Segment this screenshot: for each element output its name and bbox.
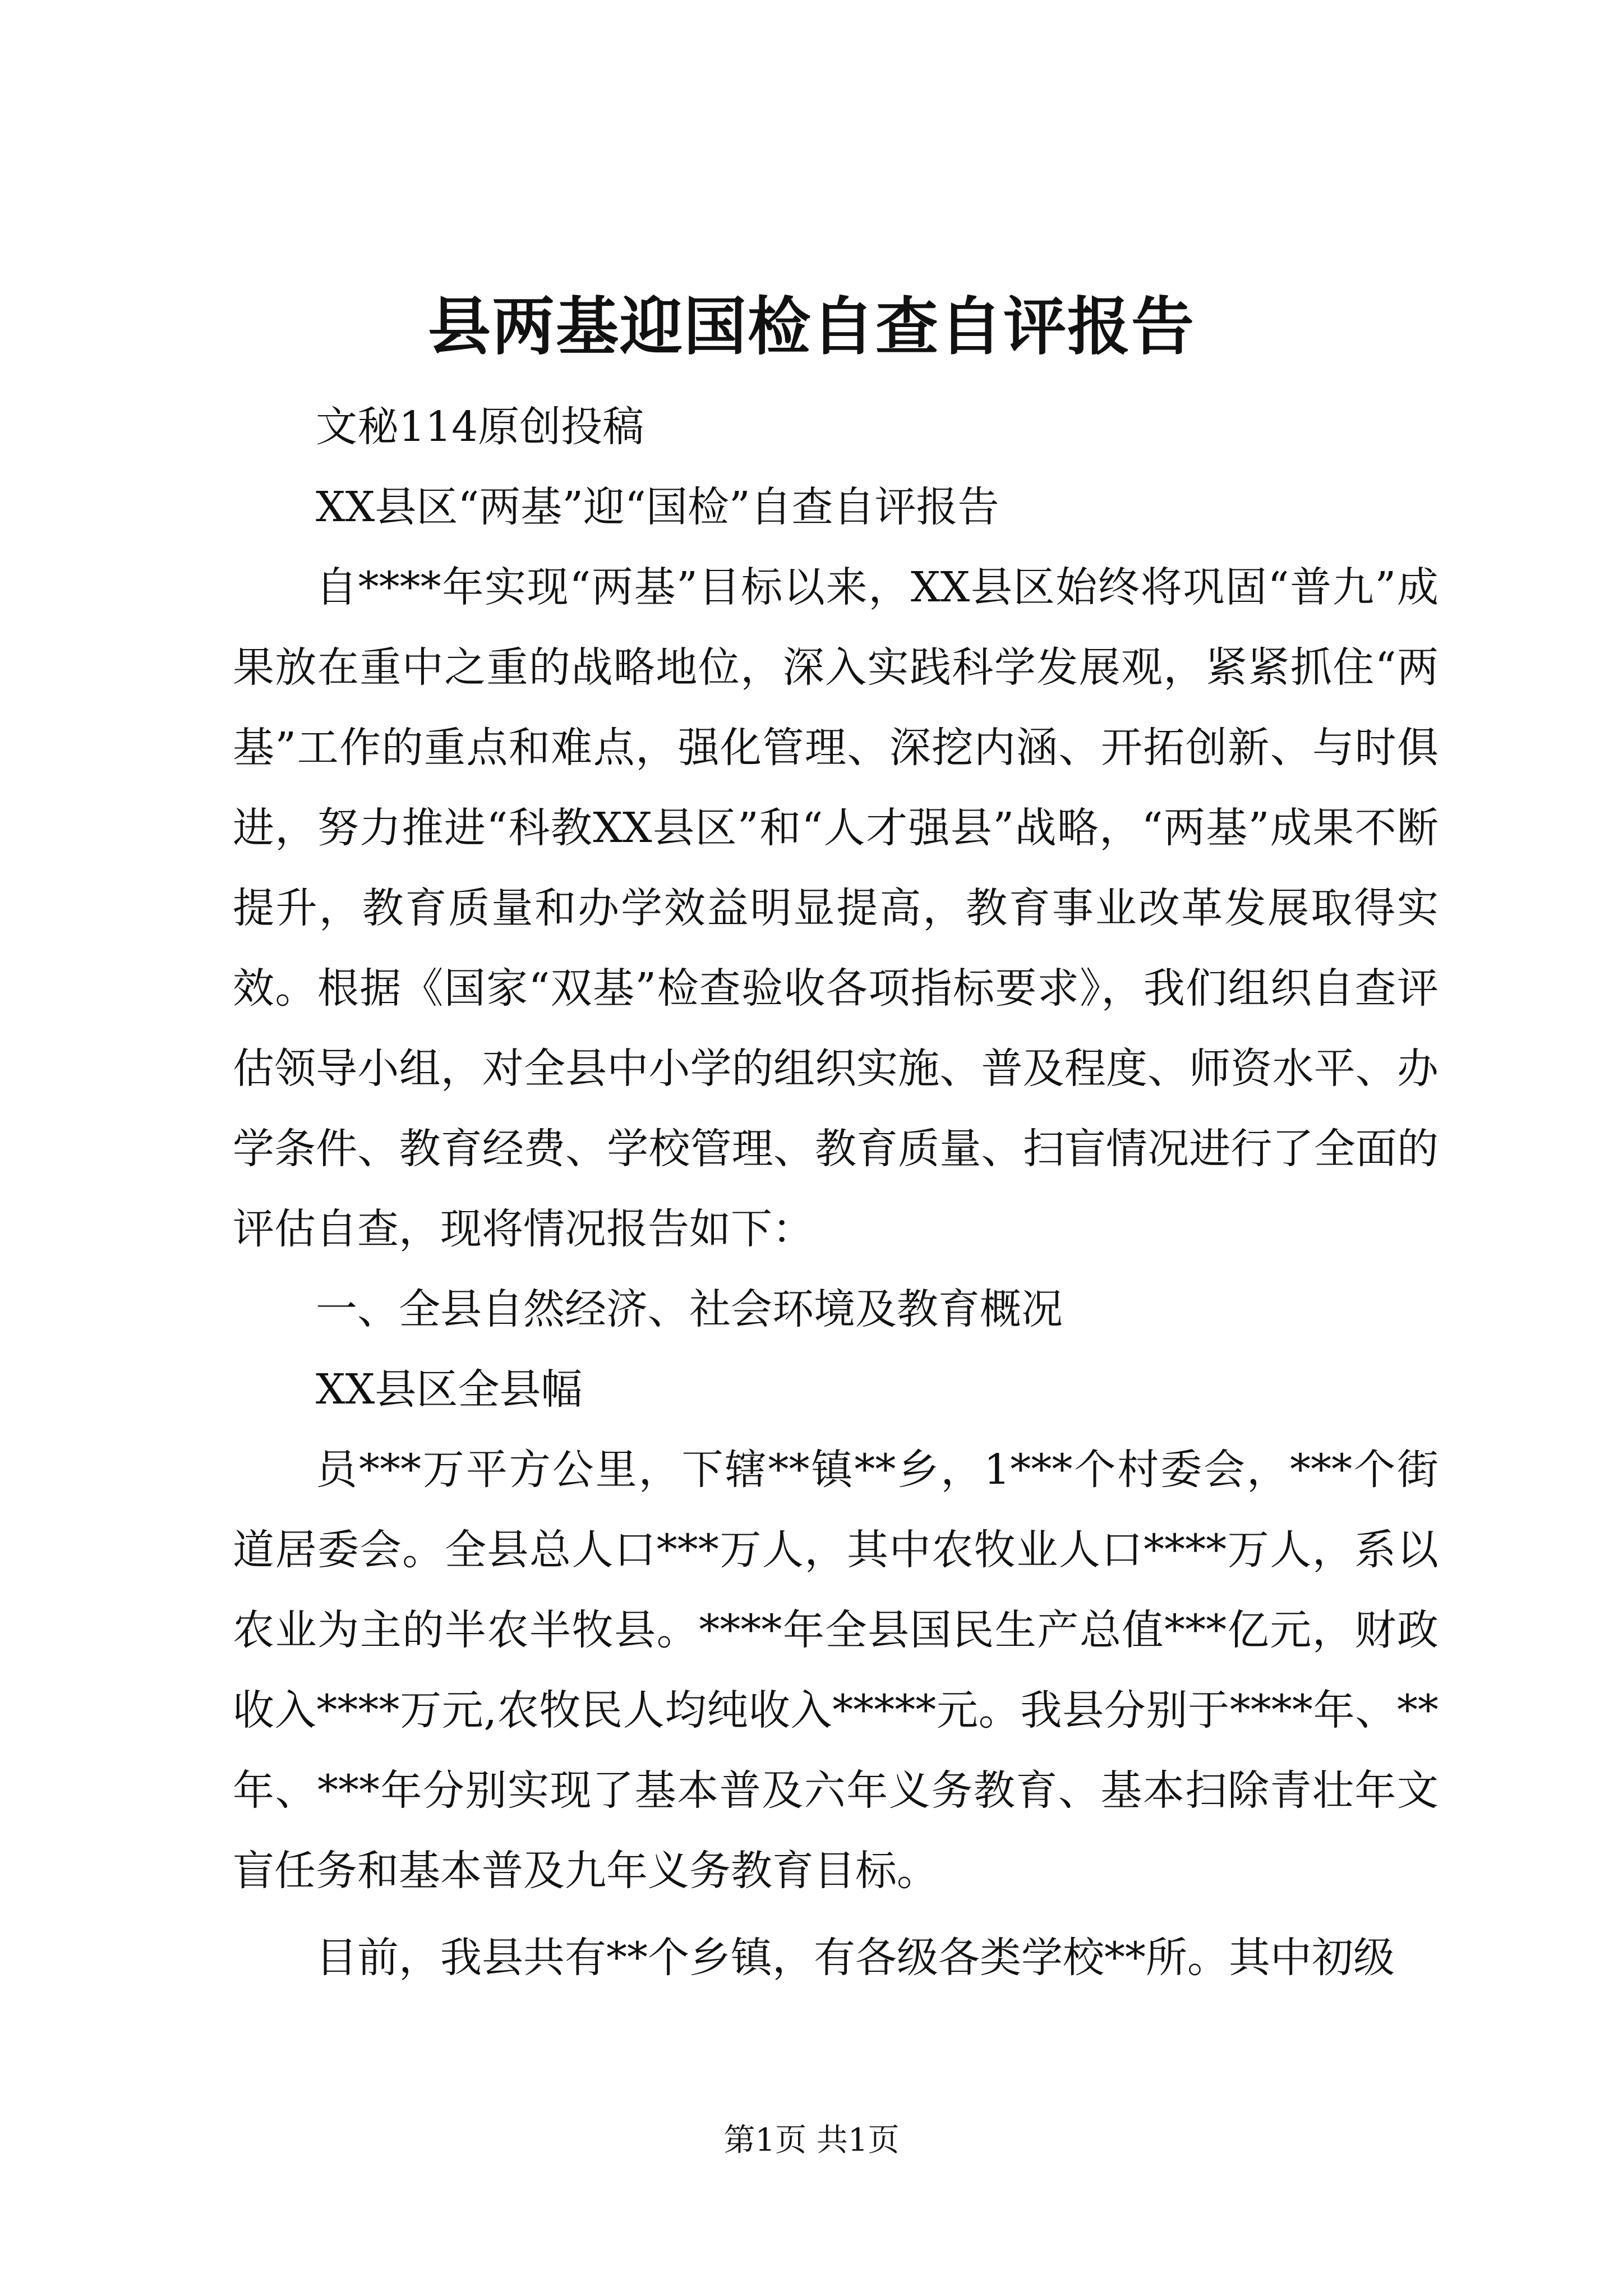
paragraph-intro: 自****年实现“两基”目标以来，XX县区始终将巩固“普九”成果放在重中之重的战略地位，深入实践科学发展观，紧紧抓住“两基”工作的重点和难点，强化管理、深挖内涵、开拓创新、与时俱进，努力推进“科教XX县区”和“人才强县”战略，“两基”成果不断提升，教育质量和办学效益明显提高，教育事业改革发展取得实效。根据《国家“双基”检查验收各项指标要求》，我们组织自查评估领导小组，对全县中小学的组织实施、普及程度、师资水平、办学条件、教育经费、学校管理、教育质量、扫盲情况进行了全面的评估自查，现将情况报告如下： <box>233 563 1438 1253</box>
paragraph-subtitle: XX县区“两基”迎“国检”自查自评报告 <box>316 483 999 531</box>
page-footer: 第1页 共1页 <box>723 2122 900 2159</box>
document-body <box>233 387 1438 1998</box>
document-title: 县两基迎国检自查自评报告 <box>428 290 1195 364</box>
section-heading-1: 一、全县自然经济、社会环境及教育概况 <box>316 1285 1063 1333</box>
paragraph-schools: 目前，我县共有**个乡镇，有各级各类学校**所。其中初级 <box>316 1934 1395 1982</box>
paragraph-county-stats: 员***万平方公里，下辖**镇**乡，1***个村委会，***个街道居委会。全县总人口***万人，其中农牧业人口****万人，系以农业为主的半农半牧县。****年全县国民生产总值***亿元，财政收入****万元,农牧民人均纯收入*****元。我县分别于****年、**年、***年分别实现了基本普及六年义务教育、基本扫除青壮年文盲任务和基本普及九年义务教育目标。 <box>233 1446 1438 1895</box>
paragraph-county-area: XX县区全县幅 <box>316 1365 583 1414</box>
paragraph-source: 文秘114原创投稿 <box>316 403 644 451</box>
